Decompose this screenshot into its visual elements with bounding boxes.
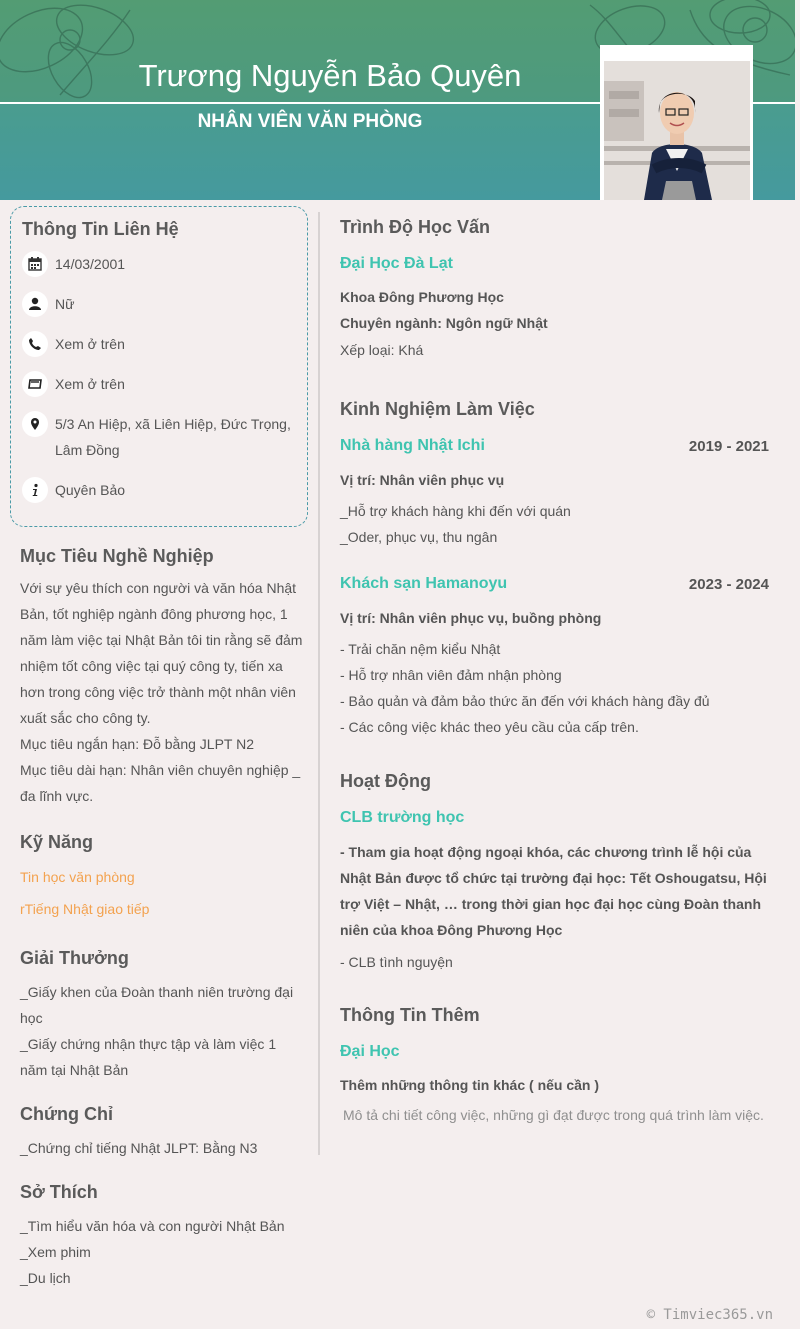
education-grade: Xếp loại: Khá <box>340 342 424 358</box>
job-task: - Trải chăn nệm kiểu Nhật <box>340 641 501 657</box>
certificates-section <box>20 1104 305 1161</box>
certificate-item: _Chứng chỉ tiếng Nhật JLPT: Bằng N3 <box>20 1140 258 1156</box>
job-company: Nhà hàng Nhật Ichi <box>340 437 485 454</box>
address-text: 5/3 An Hiệp, xã Liên Hiệp, Đức Trọng, Lâm Đồng <box>55 416 291 458</box>
skills-section <box>20 832 305 925</box>
phone-icon <box>22 331 48 357</box>
objective-long-term: Mục tiêu dài hạn: Nhân viên chuyên nghiệp _ đa lĩnh vực. <box>20 762 301 804</box>
envelope-icon <box>22 371 48 397</box>
header-banner <box>0 0 795 200</box>
objective-short-term: Mục tiêu ngắn hạn: Đỗ bằng JLPT N2 <box>20 736 255 752</box>
job-task: - Các công việc khác theo yêu cầu của cấp trên. <box>340 719 639 735</box>
phone-text: Xem ở trên <box>55 336 125 352</box>
education-section <box>340 217 775 363</box>
contact-email <box>22 371 295 397</box>
profile-photo <box>604 61 750 200</box>
hobby-item: _Du lịch <box>20 1270 71 1286</box>
map-pin-icon <box>22 411 48 437</box>
hobby-item: _Tìm hiểu văn hóa và con người Nhật Bản <box>20 1218 285 1234</box>
facebook-text: Quyên Bảo <box>55 482 126 498</box>
activities-volunteer: - CLB tình nguyện <box>340 954 453 970</box>
objective-section <box>20 546 305 809</box>
job-period: 2019 - 2021 <box>688 438 769 455</box>
job-period: 2023 - 2024 <box>688 576 769 593</box>
skill-item: Tin học văn phòng <box>20 869 135 885</box>
experience-section <box>340 399 775 420</box>
certificates-title: Chứng Chỉ <box>20 1104 114 1124</box>
email-text: Xem ở trên <box>55 376 125 392</box>
hobby-item: _Xem phim <box>20 1244 91 1260</box>
calendar-icon <box>22 251 48 277</box>
awards-section <box>20 948 305 1083</box>
contact-gender <box>22 291 295 317</box>
contact-address <box>22 411 295 463</box>
job-position: Vị trí: Nhân viên phục vụ, buồng phòng <box>340 610 602 626</box>
job-task: - Hỗ trợ nhân viên đảm nhận phòng <box>340 667 562 683</box>
additional-section <box>340 1005 775 1123</box>
award-item: _Giấy chứng nhận thực tập và làm việc 1 năm tại Nhật Bản <box>20 1036 277 1078</box>
info-icon <box>22 477 48 503</box>
user-icon <box>22 291 48 317</box>
gender-text: Nữ <box>55 296 75 312</box>
activities-description: - Tham gia hoạt động ngoại khóa, các chương trình lễ hội của Nhật Bản được tổ chức tại trường đại học: Tết Oshougatsu, Hội trợ Việt – Nhật, … trong thời gian học đại học cùng Đoàn thanh niên của khoa Đông Phương Học <box>340 844 767 938</box>
birthday-text: 14/03/2001 <box>55 256 126 272</box>
additional-description: Mô tả chi tiết công việc, những gì đạt được trong quá trình làm việc. <box>343 1107 764 1123</box>
activities-club: CLB trường học <box>340 809 465 826</box>
additional-bold-line: Thêm những thông tin khác ( nếu cần ) <box>340 1077 600 1093</box>
footer-credit: © Timviec365.vn <box>646 1307 773 1323</box>
activities-title: Hoạt Động <box>340 771 431 791</box>
additional-title: Thông Tin Thêm <box>340 1005 480 1025</box>
activities-section <box>340 771 775 975</box>
objective-title: Mục Tiêu Nghề Nghiệp <box>20 546 214 566</box>
contact-title: Thông Tin Liên Hệ <box>22 219 179 239</box>
additional-subtitle: Đại Học <box>340 1043 400 1060</box>
awards-title: Giải Thưởng <box>20 948 129 968</box>
job-entry <box>340 437 775 550</box>
hobbies-title: Sở Thích <box>20 1182 98 1202</box>
objective-text: Với sự yêu thích con người và văn hóa Nhật Bản, tốt nghiệp ngành đông phương học, 1 năm làm việc tại Nhật Bản tôi tin rằng sẽ đảm nhiệm tốt công việc tại quý công ty, tiến xa hơn trong công việc trở thành một nhân viên xuất sắc cho công ty. <box>20 580 303 726</box>
job-company: Khách sạn Hamanoyu <box>340 575 508 592</box>
job-entry <box>340 575 775 740</box>
job-position: Vị trí: Nhân viên phục vụ <box>340 472 505 488</box>
contact-box <box>10 206 308 527</box>
contact-phone <box>22 331 295 357</box>
education-major: Chuyên ngành: Ngôn ngữ Nhật <box>340 315 548 331</box>
job-task: _Oder, phục vụ, thu ngân <box>340 529 498 545</box>
candidate-name: Trương Nguyễn Bảo Quyên <box>138 58 522 93</box>
contact-birthday <box>22 251 295 277</box>
skills-title: Kỹ Năng <box>20 832 94 852</box>
column-divider <box>318 212 320 1155</box>
award-item: _Giấy khen của Đoàn thanh niên trường đại học <box>20 984 294 1026</box>
skill-item: rTiếng Nhật giao tiếp <box>20 901 150 917</box>
education-title: Trình Độ Học Vấn <box>340 217 491 237</box>
hobbies-section <box>20 1182 305 1291</box>
job-title: NHÂN VIÊN VĂN PHÒNG <box>197 111 423 132</box>
job-task: _Hỗ trợ khách hàng khi đến với quán <box>340 503 571 519</box>
profile-photo-frame <box>600 45 753 200</box>
experience-title: Kinh Nghiệm Làm Việc <box>340 399 535 419</box>
education-faculty: Khoa Đông Phương Học <box>340 289 504 305</box>
education-school: Đại Học Đà Lạt <box>340 255 453 272</box>
contact-facebook <box>22 477 295 503</box>
job-task: - Bảo quản và đảm bảo thức ăn đến với khách hàng đầy đủ <box>340 693 710 709</box>
